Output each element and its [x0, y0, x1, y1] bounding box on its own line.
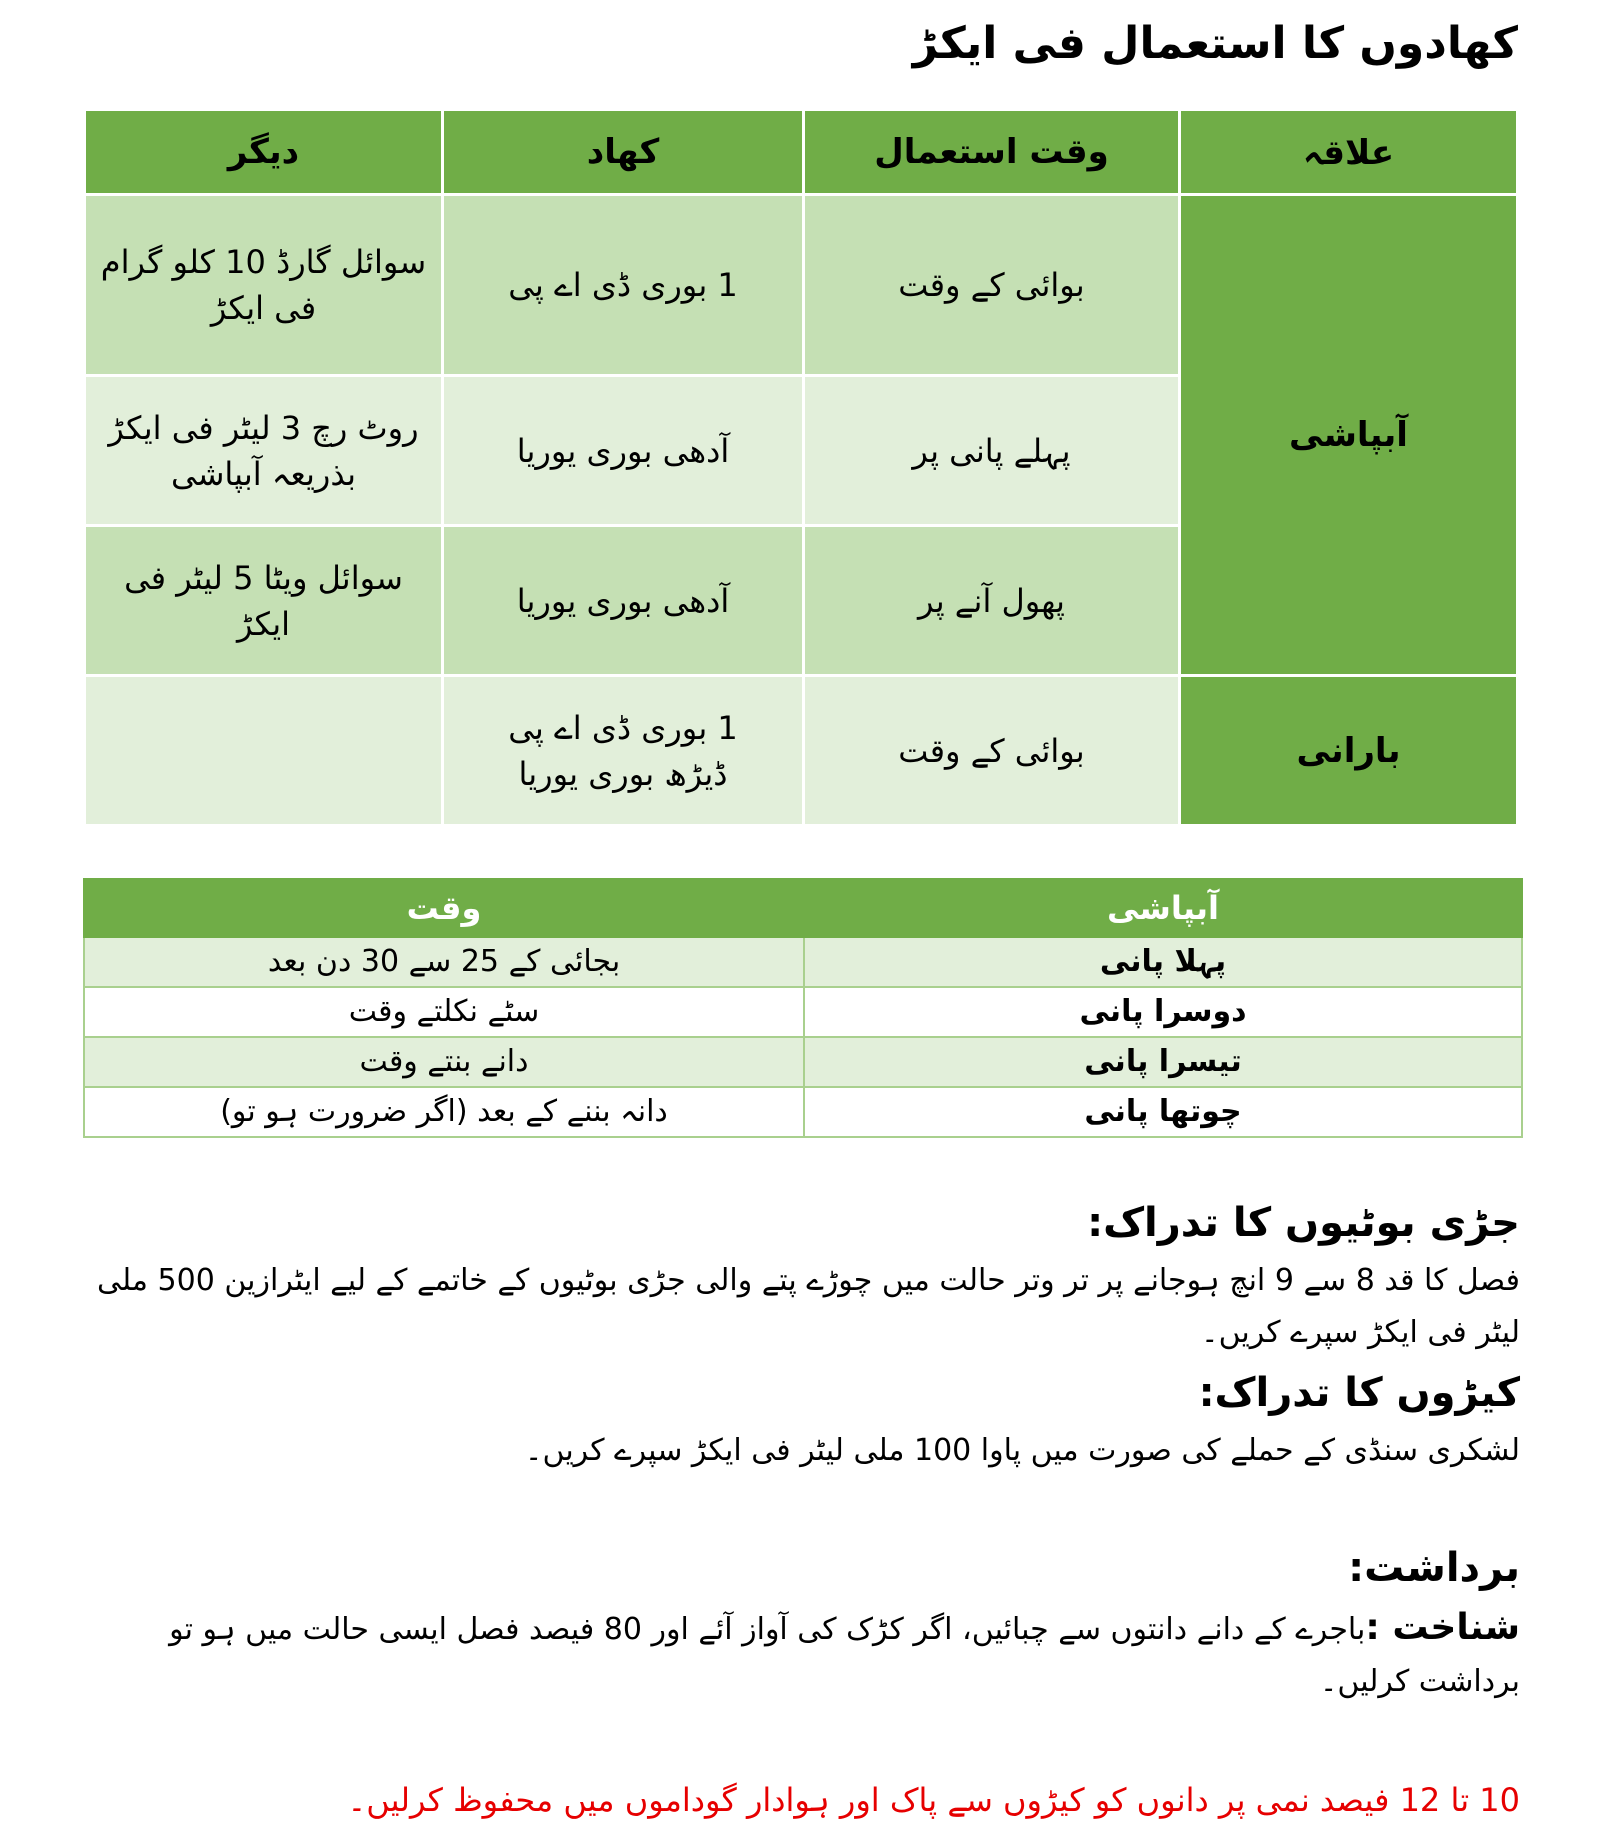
cell-fertilizer: 1 بوری ڈی اے پی	[443, 195, 804, 376]
header-other: دیگر	[85, 110, 443, 195]
cell-time: دانے بنتے وقت	[84, 1037, 804, 1087]
fertilizer-line: 1 بوری ڈی اے پی	[508, 708, 738, 747]
table-row	[85, 195, 1518, 376]
cell-time: پھول آنے پر	[804, 526, 1180, 676]
table-row	[84, 1087, 1522, 1137]
cell-irrigation: دوسرا پانی	[804, 987, 1522, 1037]
fertilizer-table	[83, 108, 1519, 827]
cell-time: دانہ بننے کے بعد (اگر ضرورت ہو تو)	[84, 1087, 804, 1137]
cell-time: سٹے نکلتے وقت	[84, 987, 804, 1037]
table-row	[84, 987, 1522, 1037]
pest-control-heading: کیڑوں کا تدراک:	[1198, 1370, 1520, 1416]
harvest-text: باجرے کے دانے دانتوں سے چبائیں، اگر کڑک کی آواز آئے اور 80 فیصد فصل ایسی حالت میں ہو تو برداشت کرلیں۔	[169, 1612, 1520, 1699]
header-fertilizer: کھاد	[443, 110, 804, 195]
header-irrigation: آبپاشی	[804, 879, 1522, 937]
storage-note: 10 تا 12 فیصد نمی پر دانوں کو کیڑوں سے پاک اور ہوادار گوداموں میں محفوظ کرلیں۔	[347, 1781, 1520, 1819]
cell-other	[85, 676, 443, 826]
cell-other: سوائل ویٹا 5 لیٹر فی ایکڑ	[85, 526, 443, 676]
fertilizer-line: ڈیڑھ بوری یوریا	[518, 754, 728, 793]
cell-irrigation: چوتھا پانی	[804, 1087, 1522, 1137]
cell-fertilizer	[443, 676, 804, 826]
header-time: وقت	[84, 879, 804, 937]
harvest-heading: برداشت:	[1348, 1545, 1520, 1591]
cell-other: سوائل گارڈ 10 کلو گرام فی ایکڑ	[85, 195, 443, 376]
irrigation-table-header	[84, 879, 1522, 937]
table-row	[84, 1037, 1522, 1087]
irrigation-table	[83, 878, 1523, 1138]
header-time: وقت استعمال	[804, 110, 1180, 195]
harvest-body	[130, 1602, 1520, 1708]
cell-fertilizer: آدھی بوری یوریا	[443, 376, 804, 526]
page-title: کھادوں کا استعمال فی ایکڑ	[912, 18, 1518, 69]
weed-control-body: فصل کا قد 8 سے 9 انچ ہوجانے پر تر وتر حالت میں چوڑے پتے والی جڑی بوٹیوں کے خاتمے کے لیے ایٹرازین 500 ملی لیٹر فی ایکڑ سپرے کریں۔	[97, 1263, 1520, 1350]
cell-time: بوائی کے وقت	[804, 676, 1180, 826]
fertilizer-table-header	[85, 110, 1518, 195]
region-irrigated: آبپاشی	[1180, 195, 1518, 676]
cell-fertilizer: آدھی بوری یوریا	[443, 526, 804, 676]
weed-control-heading: جڑی بوٹیوں کا تدراک:	[1087, 1200, 1520, 1246]
table-row	[85, 676, 1518, 826]
cell-time: بجائی کے 25 سے 30 دن بعد	[84, 937, 804, 987]
identification-label: شناخت :	[1365, 1607, 1520, 1648]
cell-irrigation: تیسرا پانی	[804, 1037, 1522, 1087]
cell-time: پہلے پانی پر	[804, 376, 1180, 526]
header-region: علاقہ	[1180, 110, 1518, 195]
region-rainfed: بارانی	[1180, 676, 1518, 826]
pest-control-body: لشکری سنڈی کے حملے کی صورت میں پاوا 100 ملی لیٹر فی ایکڑ سپرے کریں۔	[524, 1433, 1520, 1468]
cell-time: بوائی کے وقت	[804, 195, 1180, 376]
cell-irrigation: پہلا پانی	[804, 937, 1522, 987]
table-row	[84, 937, 1522, 987]
cell-other: روٹ رچ 3 لیٹر فی ایکڑ بذریعہ آبپاشی	[85, 376, 443, 526]
